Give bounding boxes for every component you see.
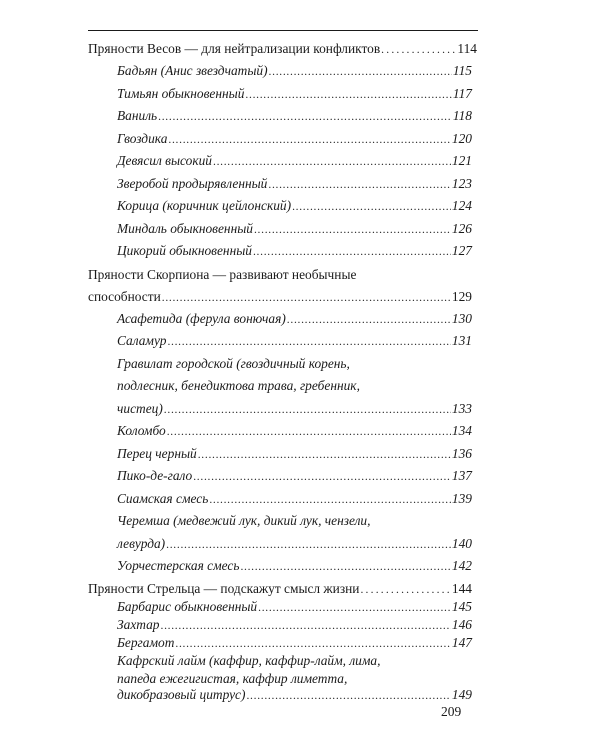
toc-page-number: 146 bbox=[451, 617, 472, 632]
leader-dots bbox=[292, 198, 451, 216]
toc-item-title: Корица (коричник цейлонский) bbox=[117, 198, 292, 213]
toc-page-number: 126 bbox=[451, 221, 472, 236]
toc-section[interactable] bbox=[88, 40, 477, 59]
toc-item-title: Зверобой продырявленный bbox=[117, 176, 268, 191]
toc-page-number: 123 bbox=[451, 176, 472, 191]
toc-section-title: Пряности Весов — для нейтрализации конфликтов bbox=[88, 41, 381, 56]
toc-page-number: 140 bbox=[451, 536, 472, 551]
leader-dots bbox=[254, 221, 451, 239]
toc-item[interactable] bbox=[117, 598, 472, 617]
toc-page-number: 118 bbox=[452, 108, 472, 123]
toc-item[interactable] bbox=[117, 445, 472, 464]
toc-item-title-line: чистец) bbox=[117, 401, 163, 416]
toc-page-number: 124 bbox=[451, 198, 472, 213]
leader-dots bbox=[161, 617, 451, 635]
toc-section[interactable] bbox=[88, 580, 472, 599]
toc-item[interactable] bbox=[117, 197, 472, 216]
toc-item-title: Тимьян обыкновенный bbox=[117, 86, 245, 101]
leader-dots bbox=[167, 423, 451, 441]
leader-dots bbox=[213, 153, 451, 171]
toc-item-title: Ваниль bbox=[117, 108, 158, 123]
toc-item[interactable] bbox=[117, 422, 472, 441]
toc-item[interactable] bbox=[117, 152, 472, 171]
toc-item-title: Саламур bbox=[117, 333, 167, 348]
toc-item-title-line: левурда) bbox=[117, 536, 166, 551]
toc-page-number: 145 bbox=[451, 599, 472, 614]
toc-item-title: Асафетида (ферула вонючая) bbox=[117, 311, 286, 326]
toc-item-title: Уорчестерская смесь bbox=[117, 558, 240, 573]
toc-page-number: 129 bbox=[451, 289, 472, 304]
toc-item[interactable] bbox=[117, 490, 472, 509]
toc-page-number: 114 bbox=[457, 41, 477, 56]
toc-page-number: 134 bbox=[451, 423, 472, 438]
toc-item[interactable] bbox=[117, 557, 472, 576]
toc-item-title: Пико-де-гало bbox=[117, 468, 193, 483]
leader-dots bbox=[193, 468, 451, 486]
leader-dots bbox=[381, 41, 456, 59]
toc-item-title: Девясил высокий bbox=[117, 153, 212, 168]
toc-item[interactable] bbox=[117, 535, 472, 554]
toc-item[interactable] bbox=[117, 310, 472, 329]
leader-dots bbox=[164, 401, 451, 419]
toc-section[interactable] bbox=[88, 288, 472, 307]
toc-section-title-line: способности bbox=[88, 289, 161, 304]
leader-dots bbox=[198, 446, 451, 464]
leader-dots bbox=[269, 63, 452, 81]
leader-dots bbox=[175, 635, 451, 653]
leader-dots bbox=[245, 86, 451, 104]
toc-item[interactable] bbox=[117, 85, 472, 104]
toc-section-title-line: Пряности Скорпиона — развивают необычные bbox=[88, 267, 357, 282]
toc-item[interactable] bbox=[117, 220, 472, 239]
leader-dots bbox=[166, 536, 451, 554]
toc-item[interactable] bbox=[117, 242, 472, 261]
leader-dots bbox=[240, 558, 450, 576]
toc-page-number: 137 bbox=[451, 468, 472, 483]
toc-item[interactable] bbox=[117, 616, 472, 635]
toc-section-title: Пряности Стрельца — подскажут смысл жизни bbox=[88, 581, 360, 596]
top-rule bbox=[88, 30, 478, 31]
toc-page-number: 136 bbox=[451, 446, 472, 461]
toc-page-number: 142 bbox=[451, 558, 472, 573]
toc-item[interactable] bbox=[117, 686, 472, 705]
toc-item[interactable] bbox=[117, 400, 472, 419]
toc-item[interactable] bbox=[117, 634, 472, 653]
toc-page-number: 117 bbox=[452, 86, 472, 101]
toc-item[interactable] bbox=[117, 130, 472, 149]
toc-item[interactable] bbox=[117, 175, 472, 194]
leader-dots bbox=[168, 131, 451, 149]
leader-dots bbox=[209, 491, 451, 509]
toc-item-title: Захтар bbox=[117, 617, 160, 632]
toc-page-number: 130 bbox=[451, 311, 472, 326]
leader-dots bbox=[158, 108, 452, 126]
leader-dots bbox=[268, 176, 451, 194]
toc-item-title-line: подлесник, бенедиктова трава, гребенник, bbox=[117, 378, 360, 393]
toc-item-title: Бергамот bbox=[117, 635, 175, 650]
toc-page-number: 121 bbox=[451, 153, 472, 168]
leader-dots bbox=[258, 599, 451, 617]
toc-page-number: 120 bbox=[451, 131, 472, 146]
toc-page-number: 133 bbox=[451, 401, 472, 416]
toc-item[interactable] bbox=[117, 332, 472, 351]
toc-item-title-line: папеда ежегигистая, каффир лиметта, bbox=[117, 671, 348, 686]
toc-page-number: 115 bbox=[452, 63, 472, 78]
toc-page-number: 149 bbox=[451, 687, 472, 702]
leader-dots bbox=[253, 243, 451, 261]
leader-dots bbox=[162, 289, 451, 307]
toc-page-number: 144 bbox=[451, 581, 472, 596]
toc-item-title: Сиамская смесь bbox=[117, 491, 209, 506]
leader-dots bbox=[246, 687, 450, 705]
toc-item-title: Гвоздика bbox=[117, 131, 168, 146]
toc-item-title-line: Кафрский лайм (каффир, каффир-лайм, лима, bbox=[117, 653, 381, 668]
toc-page-number: 127 bbox=[451, 243, 472, 258]
toc-item-title: Барбарис обыкновенный bbox=[117, 599, 258, 614]
toc-item[interactable] bbox=[117, 62, 472, 81]
toc-item[interactable] bbox=[117, 467, 472, 486]
leader-dots bbox=[360, 581, 450, 599]
leader-dots bbox=[287, 311, 451, 329]
toc-item-title-line: Гравилат городской (гвоздичный корень, bbox=[117, 356, 350, 371]
toc-item-title: Цикорий обыкновенный bbox=[117, 243, 252, 258]
toc-item-title-line: Черемша (медвежий лук, дикий лук, чензели, bbox=[117, 513, 371, 528]
page-number: 209 bbox=[441, 704, 462, 719]
toc-item[interactable] bbox=[117, 107, 472, 126]
toc-item-title: Коломбо bbox=[117, 423, 166, 438]
toc-item-title: Миндаль обыкновенный bbox=[117, 221, 253, 236]
toc-page-number: 147 bbox=[451, 635, 472, 650]
toc-item-title: Перец черный bbox=[117, 446, 197, 461]
toc-item-title-line: дикобразовый цитрус) bbox=[117, 687, 246, 702]
toc-page-number: 139 bbox=[451, 491, 472, 506]
toc-page-number: 131 bbox=[451, 333, 472, 348]
toc-item-title: Бадьян (Анис звездчатый) bbox=[117, 63, 268, 78]
leader-dots bbox=[167, 333, 450, 351]
